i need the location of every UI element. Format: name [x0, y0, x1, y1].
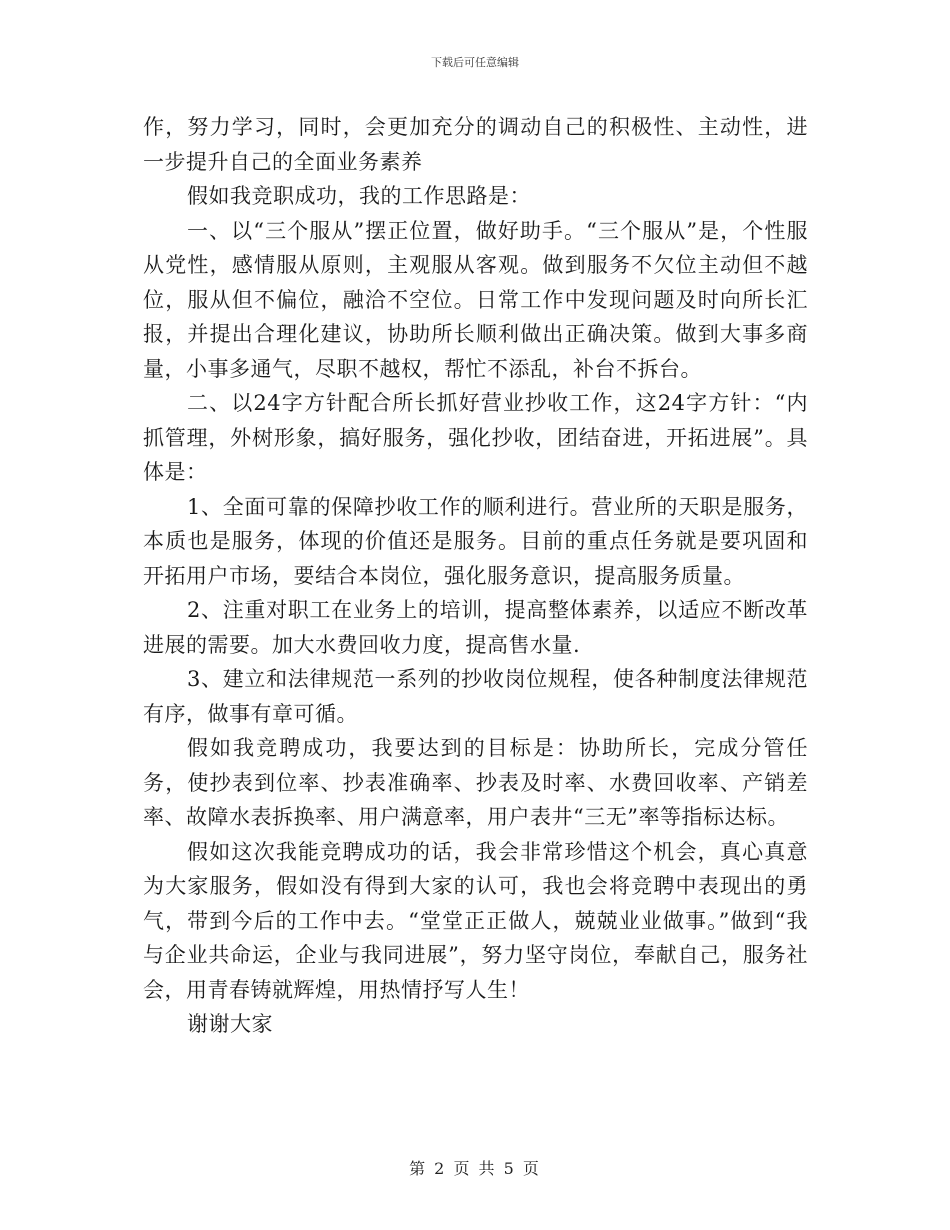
paragraph-work-approach-intro: 假如我竞职成功，我的工作思路是：: [187, 184, 531, 208]
paragraph-goals: 假如我竞聘成功，我要达到的目标是：协助所长，完成分管任务，使抄表到位率、抄表准确率、抄表及时率、水费回收率、产销差率、故障水表拆换率、用户满意率，用户表井“三无”率等指标达标。: [143, 736, 808, 829]
paragraph-item-1: 1、全面可靠的保障抄收工作的顺利进行。营业所的天职是服务，本质也是服务，体现的价值还是服务。目前的重点任务就是要巩固和开拓用户市场，要结合本岗位，强化服务意识，提高服务质量。: [143, 494, 808, 588]
paragraph-item-3: 3、建立和法律规范一系列的抄收岗位规程，使各种制度法律规范有序，做事有章可循。: [143, 667, 808, 726]
paragraph-closing: 假如这次我能竞聘成功的话，我会非常珍惜这个机会，真心真意为大家服务，假如没有得到大家的认可，我也会将竞聘中表现出的勇气，带到今后的工作中去。“堂堂正正做人，兢兢业业做事。”做到“我与企业共命运，企业与我同进展”，努力坚守岗位，奉献自己，服务社会，用青春铸就辉煌，用热情抒写人生！: [143, 839, 808, 1002]
paragraph-thanks: 谢谢大家: [187, 1012, 273, 1036]
page-number: 第 2 页 共 5 页: [409, 1159, 541, 1178]
paragraph-point-two: 二、以24字方针配合所长抓好营业抄收工作，这24字方针：“内抓管理，外树形象，搞好服务，强化抄收，团结奋进，开拓进展”。具体是：: [143, 391, 808, 484]
paragraph-continuation: 作，努力学习，同时，会更加充分的调动自己的积极性、主动性，进一步提升自己的全面业务素养: [143, 115, 808, 174]
paragraph-item-2: 2、注重对职工在业务上的培训，提高整体素养，以适应不断改革进展的需要。加大水费回收力度，提高售水量.: [143, 598, 808, 657]
paragraph-point-one: 一、以“三个服从”摆正位置，做好助手。“三个服从”是，个性服从党性，感情服从原则，主观服从客观。做到服务不欠位主动但不越位，服从但不偏位，融洽不空位。日常工作中发现问题及时向所长汇报，并提出合理化建议，协助所长顺利做出正确决策。做到大事多商量，小事多通气，尽职不越权，帮忙不添乱，补台不拆台。: [143, 218, 808, 381]
document-body: [143, 110, 808, 1042]
page-header: 下载后可任意编辑: [431, 56, 519, 69]
